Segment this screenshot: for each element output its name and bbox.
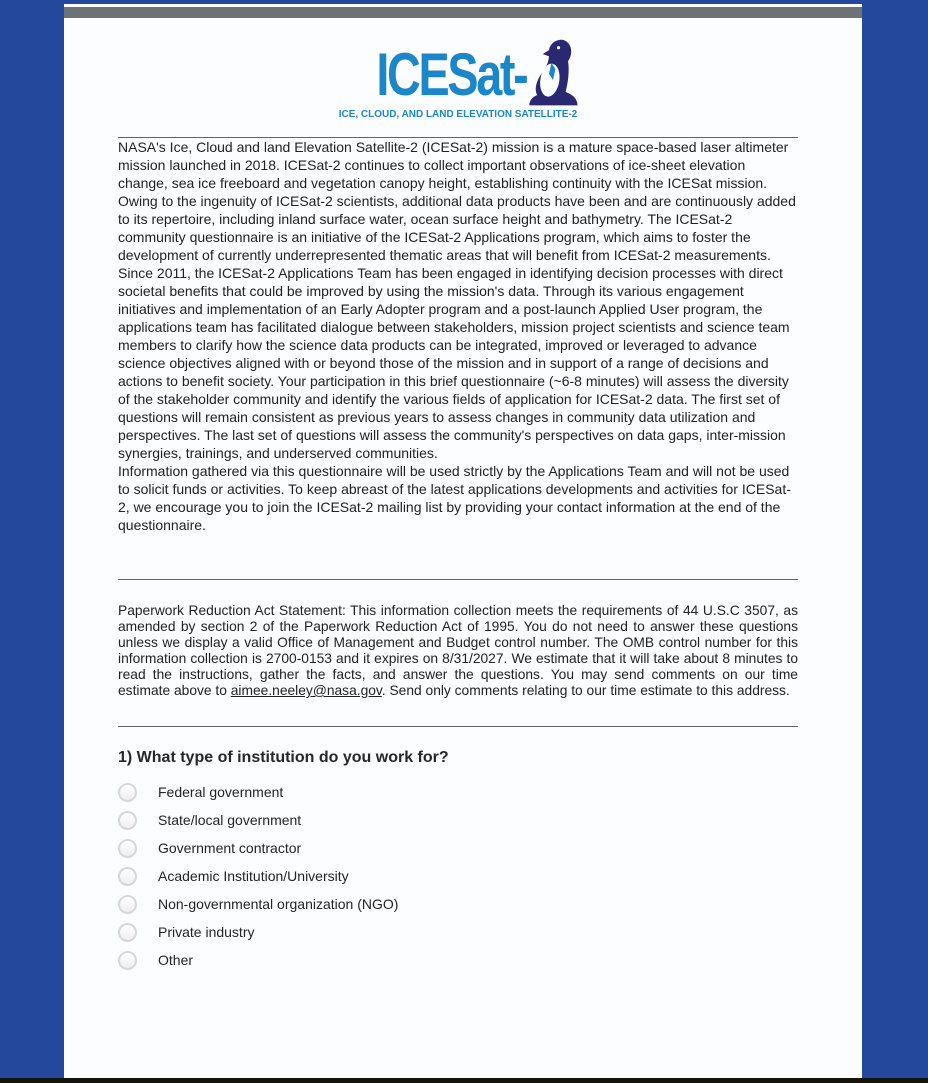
radio-button[interactable] bbox=[118, 923, 137, 942]
question-1-options bbox=[118, 778, 798, 974]
radio-button[interactable] bbox=[118, 895, 137, 914]
radio-button[interactable] bbox=[118, 811, 137, 830]
radio-button[interactable] bbox=[118, 783, 137, 802]
pra-text-after: . Send only comments relating to our time estimate to this address. bbox=[381, 683, 790, 698]
intro-paragraph-2: Since 2011, the ICESat-2 Applications Team has been engaged in identifying decision processes with direct societal benefits that could be improved by using the mission's data. Through its various engagement initiatives and implementation of an Early Adopter program and a post-launch Applied User program, the applications team has facilitated dialogue between stakeholders, mission project scientists and science team members to clarify how the science data products can be integrated, improved or leveraged to advance science objectives aligned with or beyond those of the mission and in support of a range of decisions and actions to benefit society. Your participation in this brief questionnaire (~6-8 minutes) will assess the diversity of the stakeholder community and identify the various fields of application for ICESat-2 data. The first set of questions will remain consistent as previous years to assess changes in community data utilization and perspectives. The last set of questions will assess the community's perspectives on data gaps, inter-mission synergies, trainings, and underserved communities. bbox=[118, 265, 790, 461]
option-label[interactable]: Academic Institution/University bbox=[158, 868, 349, 884]
option-row-academic-institution bbox=[118, 862, 798, 890]
icesat2-logo bbox=[118, 39, 798, 120]
pra-text-before: Paperwork Reduction Act Statement: This information collection meets the requirements of 44 U.S.C 3507, as amended by section 2 of the Paperwork Reduction Act of 1995. You do not need to answer these questions unless we display a valid Office of Management and Budget control number. The OMB control number for this information collection is 2700-0153 and it expires on 8/31/2027. We estimate that it will take about 8 minutes to read the instructions, gather the facts, and answer the questions. You may send comments on our time estimate above to bbox=[118, 603, 798, 698]
divider-pra bbox=[118, 579, 798, 580]
radio-button[interactable] bbox=[118, 951, 137, 970]
question-1-label: 1) What type of institution do you work for? bbox=[118, 749, 449, 766]
intro-paragraph-3: Information gathered via this questionnaire will be used strictly by the Applications Team and will not be used to solicit funds or activities. To keep abreast of the latest applications developments and activities for ICESat-2, we encourage you to join the ICESat-2 mailing list by providing your contact information at the end of the questionnaire. bbox=[118, 463, 791, 533]
radio-button[interactable] bbox=[118, 839, 137, 858]
divider-question bbox=[118, 726, 798, 727]
penguin-icon bbox=[524, 39, 582, 107]
intro-paragraph-1: NASA's Ice, Cloud and land Elevation Satellite-2 (ICESat-2) mission is a mature space-based laser altimeter mission launched in 2018. ICESat-2 continues to collect important observations of ice-sheet elevation change, sea ice freeboard and vegetation canopy height, establishing continuity with the ICESat mission. Owing to the ingenuity of ICESat-2 scientists, additional data products have been and are continuously added to its repertoire, including inland surface water, ocean surface height and bathymetry. The ICESat-2 community questionnaire is an initiative of the ICESat-2 Applications program, which aims to foster the development of currently underrepresented thematic areas that will benefit from ICESat-2 measurements. bbox=[118, 139, 796, 263]
option-label[interactable]: State/local government bbox=[158, 812, 302, 828]
option-row-private-industry bbox=[118, 918, 798, 946]
option-label[interactable]: Federal government bbox=[158, 784, 284, 800]
option-label[interactable]: Government contractor bbox=[158, 840, 302, 856]
option-label[interactable]: Private industry bbox=[158, 924, 255, 940]
paperwork-reduction-act-statement bbox=[118, 603, 798, 699]
option-row-federal-government bbox=[118, 778, 798, 806]
option-label[interactable]: Non-governmental organization (NGO) bbox=[158, 896, 399, 912]
option-row-other bbox=[118, 946, 798, 974]
radio-button[interactable] bbox=[118, 867, 137, 886]
option-row-government-contractor bbox=[118, 834, 798, 862]
survey-card bbox=[64, 4, 862, 1083]
top-gray-bar bbox=[64, 7, 862, 18]
bottom-dark-bar bbox=[0, 1078, 928, 1083]
logo-wordmark: ICESat- bbox=[376, 41, 527, 108]
email-link[interactable]: aimee.neeley@nasa.gov bbox=[230, 683, 382, 698]
logo-tagline: ICE, CLOUD, AND LAND ELEVATION SATELLITE-2 bbox=[338, 108, 578, 120]
option-row-ngo bbox=[118, 890, 798, 918]
option-label[interactable]: Other bbox=[158, 952, 194, 968]
option-row-state-local-government bbox=[118, 806, 798, 834]
